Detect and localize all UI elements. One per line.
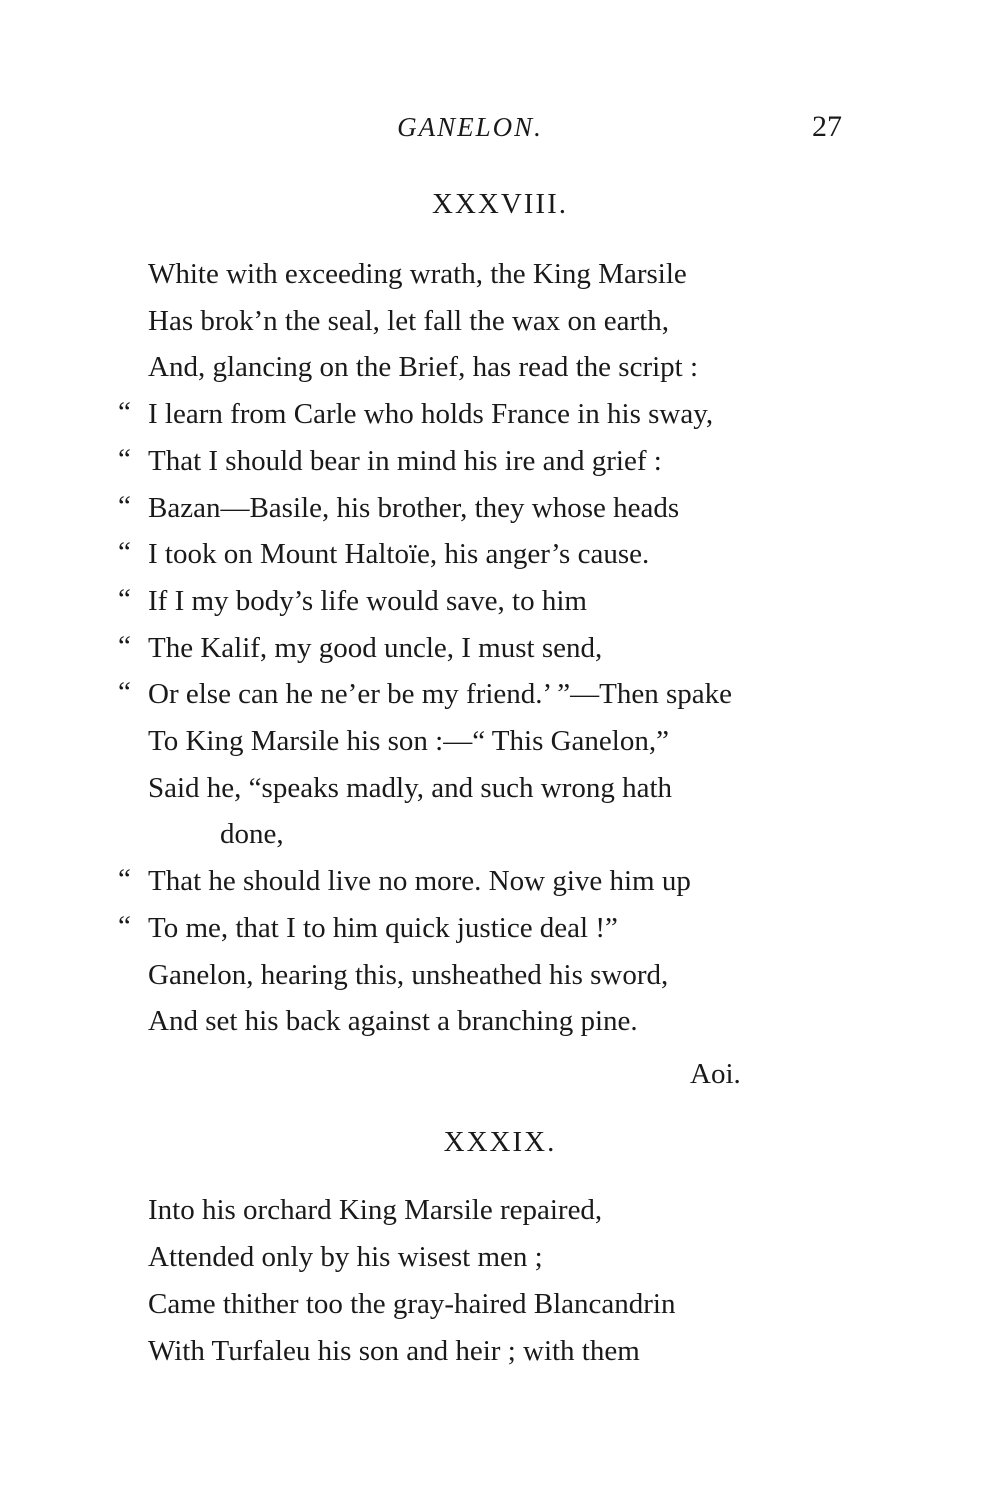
stanza-heading-xxxviii: XXXVIII. xyxy=(432,188,568,220)
opening-quote-mark: “ xyxy=(118,536,131,569)
opening-quote-mark: “ xyxy=(118,582,131,615)
verse-line: done, xyxy=(220,818,284,851)
verse-line: The Kalif, my good uncle, I must send, xyxy=(148,631,603,664)
verse-line: That I should bear in mind his ire and grief : xyxy=(148,444,662,477)
verse-line: White with exceeding wrath, the King Marsile xyxy=(148,258,687,290)
page-number: 27 xyxy=(812,110,842,143)
verse-line: I took on Mount Haltoïe, his anger’s cause. xyxy=(148,538,650,571)
verse-line: Or else can he ne’er be my friend.’ ”—Then spake xyxy=(148,678,733,711)
running-head xyxy=(0,108,1000,148)
opening-quote-mark: “ xyxy=(118,396,131,429)
opening-quote-mark: “ xyxy=(118,489,131,522)
running-title: GANELON. xyxy=(397,112,543,142)
verse-line: With Turfaleu his son and heir ; with them xyxy=(148,1335,640,1367)
opening-quote-mark: “ xyxy=(118,863,131,896)
refrain: Aoi. xyxy=(690,1058,741,1090)
verse-line: To me, that I to him quick justice deal !” xyxy=(148,911,618,944)
verse-line: That he should live no more. Now give him up xyxy=(148,865,691,898)
opening-quote-mark: “ xyxy=(118,629,131,662)
verse-line: Ganelon, hearing this, unsheathed his sword, xyxy=(148,958,669,991)
verse-line: And, glancing on the Brief, has read the script : xyxy=(148,351,699,384)
verse-line: To King Marsile his son :—“ This Ganelon,” xyxy=(148,725,669,757)
verse-line: If I my body’s life would save, to him xyxy=(148,584,587,617)
verse-line: Came thither too the gray-haired Blancandrin xyxy=(148,1288,676,1320)
verse-line: And set his back against a branching pine. xyxy=(148,1005,638,1038)
verse-line: Attended only by his wisest men ; xyxy=(148,1241,543,1273)
verse-line: Said he, “speaks madly, and such wrong hath xyxy=(148,771,673,804)
stanza-heading-xxxix: XXXIX. xyxy=(443,1126,557,1158)
opening-quote-mark: “ xyxy=(118,909,131,942)
opening-quote-mark: “ xyxy=(118,442,131,475)
verse-line: Bazan—Basile, his brother, they whose heads xyxy=(148,491,680,524)
verse-line: I learn from Carle who holds France in his sway, xyxy=(148,398,714,431)
verse-line: Into his orchard King Marsile repaired, xyxy=(148,1194,603,1226)
opening-quote-mark: “ xyxy=(118,676,131,709)
verse-line: Has brok’n the seal, let fall the wax on earth, xyxy=(148,304,670,337)
